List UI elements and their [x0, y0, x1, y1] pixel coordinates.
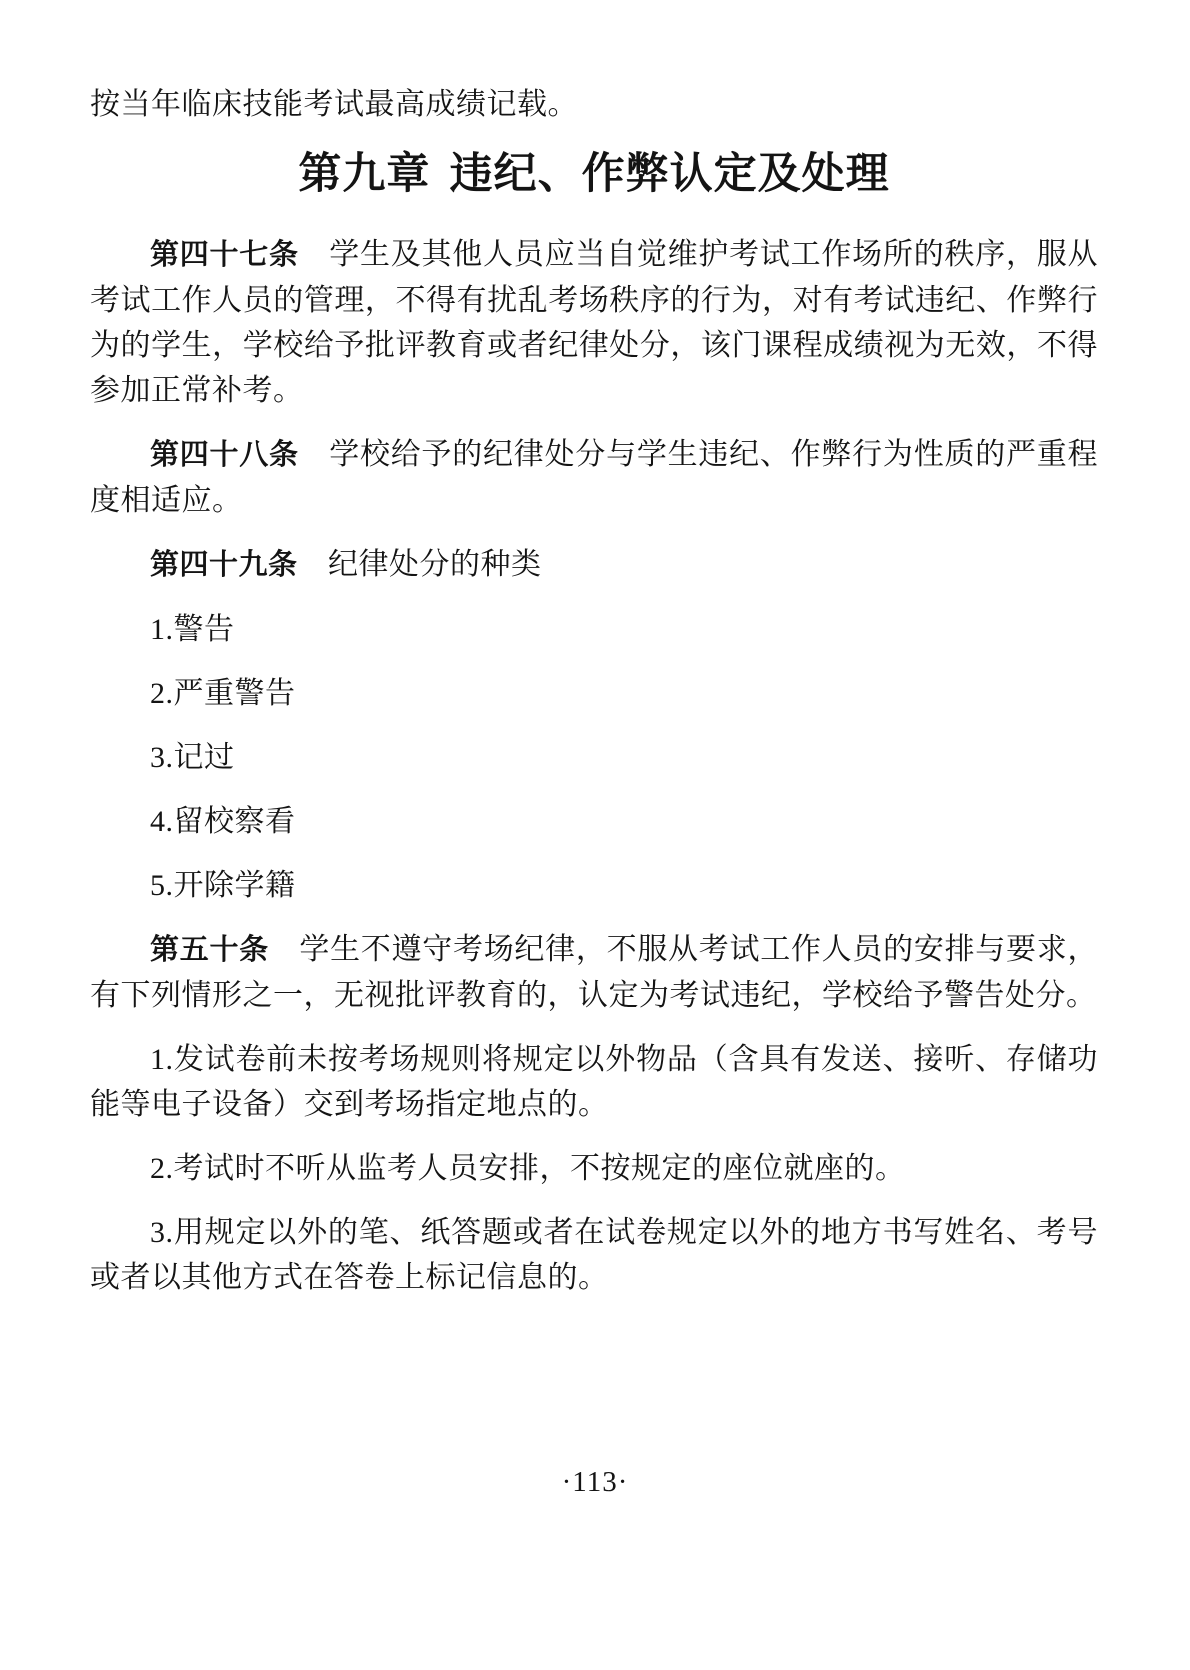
- chapter-number: 第九章: [298, 151, 431, 198]
- article-50-text: 学生不遵守考场纪律，不服从考试工作人员的安排与要求，有下列情形之一，无视批评教育的，认定为考试违纪，学校给予警告处分。: [90, 933, 1098, 1012]
- article-50: [90, 927, 1098, 1018]
- punishment-item-3: 3.记过: [150, 741, 235, 774]
- punishment-item-5: 5.开除学籍: [150, 869, 296, 902]
- punishment-item-1: 1.警告: [150, 613, 235, 646]
- article-48-text: 学校给予的纪律处分与学生违纪、作弊行为性质的严重程度相适应。: [90, 438, 1098, 517]
- article-47-label: 第四十七条: [150, 239, 299, 271]
- chapter-title: 违纪、作弊认定及处理: [449, 151, 890, 198]
- continuation-paragraph: 按当年临床技能考试最高成绩记载。: [90, 88, 578, 121]
- article-48: [90, 432, 1098, 523]
- article-49-text: 纪律处分的种类: [327, 548, 542, 581]
- page-number: ·113·: [561, 1466, 629, 1498]
- violation-item-3: 3.用规定以外的笔、纸答题或者在试卷规定以外的地方书写姓名、考号或者以其他方式在答卷上标记信息的。: [90, 1216, 1098, 1294]
- article-48-label: 第四十八条: [150, 439, 299, 471]
- punishment-item-4: 4.留校察看: [150, 805, 296, 838]
- article-47: [90, 232, 1098, 413]
- article-49-label: 第四十九条: [150, 549, 298, 581]
- chapter-heading: [90, 146, 1098, 204]
- violation-item-2: 2.考试时不听从监考人员安排，不按规定的座位就座的。: [150, 1152, 906, 1185]
- article-47-text: 学生及其他人员应当自觉维护考试工作场所的秩序，服从考试工作人员的管理，不得有扰乱考场秩序的行为，对有考试违纪、作弊行为的学生，学校给予批评教育或者纪律处分，该门课程成绩视为无效，不得参加正常补考。: [90, 238, 1098, 407]
- punishment-item-2: 2.严重警告: [150, 677, 296, 710]
- violation-item-1: 1.发试卷前未按考场规则将规定以外物品（含具有发送、接听、存储功能等电子设备）交到考场指定地点的。: [90, 1043, 1098, 1121]
- article-50-label: 第五十条: [150, 934, 269, 966]
- article-49: [90, 542, 1098, 588]
